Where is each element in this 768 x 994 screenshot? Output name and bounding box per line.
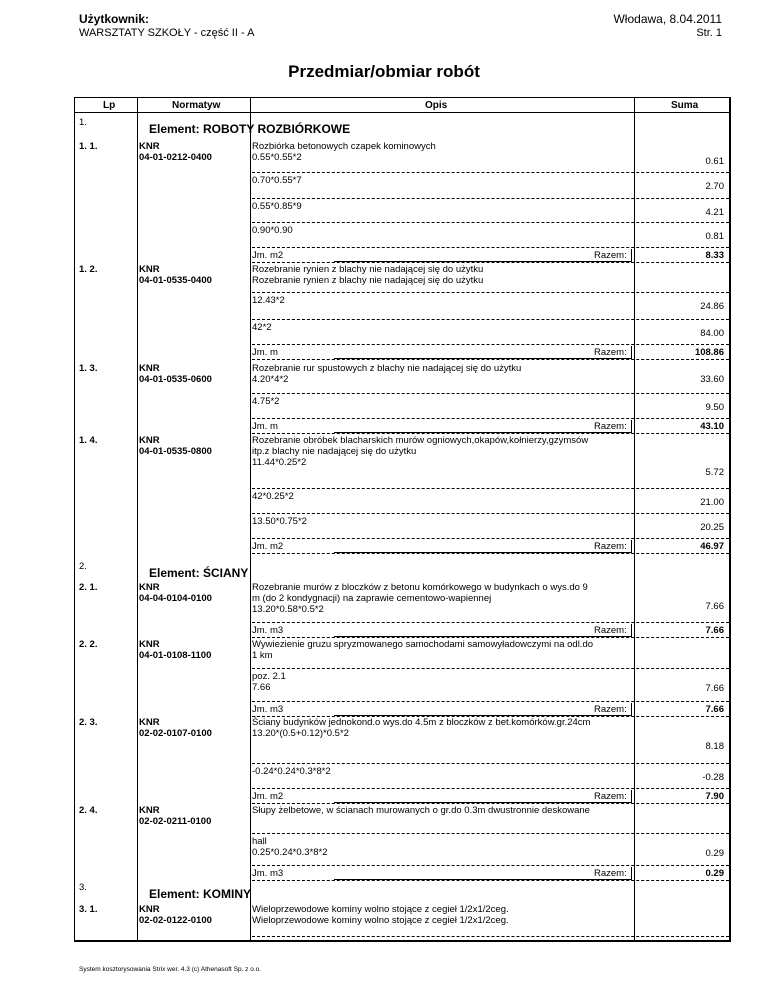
item-sum: 5.72 — [705, 467, 724, 478]
row-separator — [252, 418, 729, 419]
item-normatyw: KNR 02-02-0107-0100 — [139, 717, 212, 739]
item-normatyw: KNR 04-04-0104-0100 — [139, 582, 212, 604]
item-total: 46.97 — [700, 541, 724, 552]
row-separator — [252, 622, 729, 623]
unit-box — [334, 249, 632, 262]
column-header-normatyw: Normatyw — [172, 100, 221, 111]
item-description: Rozebranie murów z bloczków z betonu komórkowego w budynkach o wys.do 9 m (do 2 kondygnacji) na zaprawie cementowo-wapiennej 13.20*0.58*0.5*2 — [252, 582, 588, 615]
item-unit: Jm. m2 — [252, 791, 284, 802]
item-unit: Jm. m3 — [252, 704, 284, 715]
item-lp: 2. 2. — [79, 639, 98, 650]
item-lp: 1. 2. — [79, 264, 98, 275]
col-divider — [250, 98, 251, 940]
user-label: Użytkownik: — [79, 12, 150, 26]
calc-value: 21.00 — [700, 497, 724, 508]
row-separator — [252, 319, 729, 320]
row-separator — [252, 262, 729, 263]
row-separator — [252, 488, 729, 489]
unit-box — [334, 420, 632, 433]
unit-box — [334, 624, 632, 637]
calc-line: 0.90*0.90 — [252, 225, 293, 236]
calc-value: 4.21 — [705, 207, 724, 218]
page-number: Str. 1 — [696, 27, 722, 39]
calc-value: 7.66 — [705, 683, 724, 694]
item-unit: Jm. m3 — [252, 868, 284, 879]
row-separator — [252, 292, 729, 293]
calc-value: 84.00 — [700, 328, 724, 339]
row-separator — [252, 803, 729, 804]
item-lp: 2. 1. — [79, 582, 98, 593]
estimate-table — [74, 97, 731, 942]
col-divider — [634, 98, 635, 940]
item-total: 7.66 — [705, 704, 724, 715]
unit-box — [334, 540, 632, 553]
column-header-suma: Suma — [671, 100, 699, 111]
section-lp: 2. — [79, 561, 87, 572]
item-total: 7.66 — [705, 625, 724, 636]
item-description: Ściany budynków jednokond.o wys.do 4.5m z bloczków z bet.komórków.gr.24cm 13.20*(0.5+0.12)*0.5*2 — [252, 717, 591, 739]
razem-label: Razem: — [594, 347, 627, 358]
column-header-lp: Lp — [103, 100, 116, 111]
item-total: 0.29 — [705, 868, 724, 879]
razem-label: Razem: — [594, 704, 627, 715]
section-title: Element: KOMINY — [149, 887, 252, 901]
row-separator — [252, 865, 729, 866]
item-sum: 0.61 — [705, 156, 724, 167]
row-separator — [252, 668, 729, 669]
item-total: 8.33 — [705, 250, 724, 261]
item-total: 43.10 — [700, 421, 724, 432]
calc-value: 20.25 — [700, 522, 724, 533]
item-lp: 1. 3. — [79, 363, 98, 374]
col-divider — [137, 98, 138, 940]
item-description: Rozebranie obróbek blacharskich murów ogniowych,okapów,kołnierzy,gzymsów itp.z blachy nie nadającej się do użytku 11.44*0.25*2 — [252, 435, 589, 468]
unit-box — [334, 790, 632, 803]
item-description: Rozebranie rur spustowych z blachy nie nadającej się do użytku 4.20*4*2 — [252, 363, 522, 385]
calc-value: 24.86 — [700, 301, 724, 312]
calc-line: 42*2 — [252, 322, 272, 333]
item-lp: 2. 3. — [79, 717, 98, 728]
row-separator — [252, 637, 729, 638]
row-separator — [252, 198, 729, 199]
row-separator — [252, 393, 729, 394]
row-separator — [252, 359, 729, 360]
item-lp: 2. 4. — [79, 805, 98, 816]
calc-value: -0.28 — [702, 772, 724, 783]
header-divider — [75, 112, 729, 113]
section-title: Element: ŚCIANY — [149, 566, 249, 580]
item-sum: 8.18 — [705, 741, 724, 752]
calc-line: 42*0.25*2 — [252, 491, 294, 502]
document-date: Włodawa, 8.04.2011 — [613, 12, 722, 26]
item-unit: Jm. m — [252, 421, 278, 432]
user-value: WARSZTATY SZKOŁY - część II - A — [79, 27, 255, 39]
section-title: Element: ROBOTY ROZBIÓRKOWE — [149, 122, 351, 136]
calc-value: 0.29 — [705, 848, 724, 859]
item-description: Rozebranie rynien z blachy nie nadającej się do użytku Rozebranie rynien z blachy nie nadającej się do użytku — [252, 264, 484, 286]
razem-label: Razem: — [594, 421, 627, 432]
razem-label: Razem: — [594, 625, 627, 636]
column-header-opis: Opis — [425, 100, 448, 111]
row-separator — [252, 701, 729, 702]
calc-value: 9.50 — [705, 402, 724, 413]
calc-line: 4.75*2 — [252, 396, 280, 407]
unit-box — [334, 703, 632, 716]
item-lp: 1. 4. — [79, 435, 98, 446]
calc-line: 0.55*0.85*9 — [252, 201, 302, 212]
calc-line: 13.50*0.75*2 — [252, 516, 307, 527]
item-normatyw: KNR 02-02-0211-0100 — [139, 805, 212, 827]
row-separator — [252, 553, 729, 554]
row-separator — [252, 513, 729, 514]
calc-line: 0.70*0.55*7 — [252, 175, 302, 186]
page-title: Przedmiar/obmiar robót — [288, 62, 480, 81]
item-description: Rozbiórka betonowych czapek kominowych 0.55*0.55*2 — [252, 141, 436, 163]
razem-label: Razem: — [594, 541, 627, 552]
row-separator — [252, 538, 729, 539]
item-total: 108.86 — [694, 347, 724, 358]
row-separator — [252, 433, 729, 434]
item-sum: 33.60 — [700, 374, 724, 385]
item-normatyw: KNR 04-01-0535-0800 — [139, 435, 212, 457]
item-description: Wieloprzewodowe kominy wolno stojące z cegieł 1/2x1/2ceg. Wieloprzewodowe kominy wolno stojące z cegieł 1/2x1/2ceg. — [252, 904, 509, 926]
item-unit: Jm. m2 — [252, 541, 284, 552]
razem-label: Razem: — [594, 791, 627, 802]
row-separator — [252, 936, 729, 937]
section-lp: 3. — [79, 882, 87, 893]
row-separator — [252, 833, 729, 834]
item-lp: 3. 1. — [79, 904, 98, 915]
razem-label: Razem: — [594, 868, 627, 879]
item-description: Wywiezienie gruzu spryzmowanego samochodami samowyładowczymi na odl.do 1 km — [252, 639, 594, 661]
row-separator — [252, 247, 729, 248]
unit-box — [334, 346, 632, 359]
item-unit: Jm. m — [252, 347, 278, 358]
row-separator — [252, 172, 729, 173]
item-unit: Jm. m3 — [252, 625, 284, 636]
item-normatyw: KNR 04-01-0535-0400 — [139, 264, 212, 286]
row-separator — [252, 222, 729, 223]
item-description: Słupy żelbetowe, w ścianach murowanych o gr.do 0.3m dwustronnie deskowane — [252, 805, 590, 816]
calc-value: 0.81 — [705, 231, 724, 242]
item-sum: 7.66 — [705, 601, 724, 612]
row-separator — [252, 763, 729, 764]
calc-line: poz. 2.1 7.66 — [252, 671, 286, 693]
item-lp: 1. 1. — [79, 141, 98, 152]
item-unit: Jm. m2 — [252, 250, 284, 261]
item-normatyw: KNR 04-01-0212-0400 — [139, 141, 212, 163]
razem-label: Razem: — [594, 250, 627, 261]
item-normatyw: KNR 04-01-0108-1100 — [139, 639, 212, 661]
item-normatyw: KNR 04-01-0535-0600 — [139, 363, 212, 385]
calc-value: 2.70 — [705, 181, 724, 192]
footer-note: System kosztorysowania Strix wer. 4.3 (c) Athenasoft Sp. z o.o. — [79, 966, 262, 973]
unit-box — [334, 867, 632, 880]
item-total: 7.90 — [705, 791, 724, 802]
calc-line: 12.43*2 — [252, 295, 285, 306]
calc-line: hall 0.25*0.24*0.3*8*2 — [252, 836, 328, 858]
calc-line: -0.24*0.24*0.3*8*2 — [252, 766, 331, 777]
row-separator — [252, 344, 729, 345]
section-lp: 1. — [79, 117, 87, 128]
item-normatyw: KNR 02-02-0122-0100 — [139, 904, 212, 926]
row-separator — [252, 880, 729, 881]
row-separator — [252, 788, 729, 789]
